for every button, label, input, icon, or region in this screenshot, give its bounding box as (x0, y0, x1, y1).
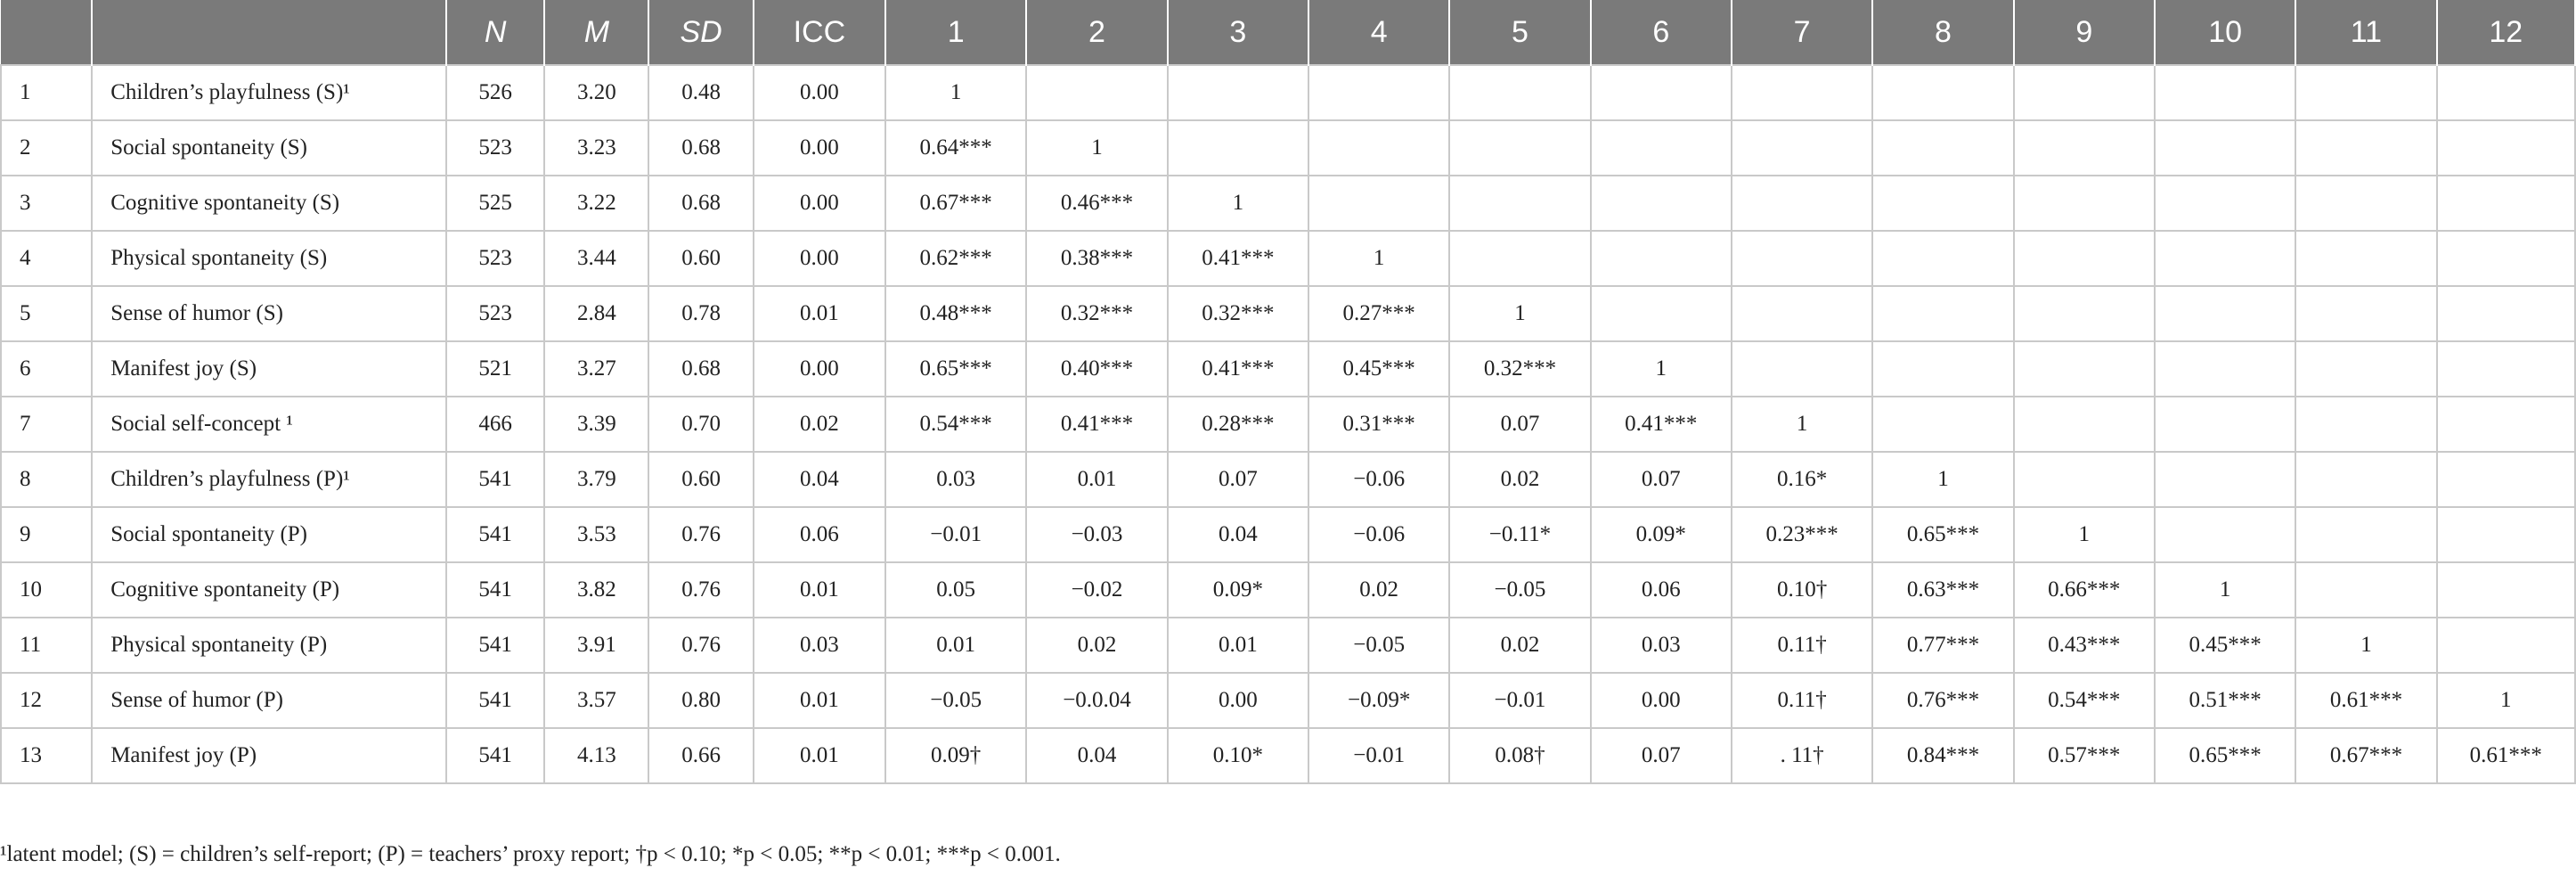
value-cell: 0.62*** (885, 231, 1026, 286)
column-header: 5 (1449, 0, 1590, 65)
value-cell (2437, 618, 2575, 673)
value-cell: 0.03 (1591, 618, 1732, 673)
value-cell (2155, 176, 2295, 231)
value-cell: 0.07 (1591, 728, 1732, 783)
value-cell: 1 (1308, 231, 1449, 286)
value-cell: 0.32*** (1168, 286, 1308, 341)
value-cell (2155, 397, 2295, 452)
value-cell: 523 (446, 286, 544, 341)
value-cell: 541 (446, 507, 544, 562)
value-cell (1872, 120, 2013, 176)
value-cell (2014, 341, 2155, 397)
value-cell: 0.70 (648, 397, 753, 452)
value-cell: 0.76 (648, 562, 753, 618)
value-cell: −0.11* (1449, 507, 1590, 562)
value-cell: 0.41*** (1591, 397, 1732, 452)
value-cell (2437, 562, 2575, 618)
column-header: 1 (885, 0, 1026, 65)
value-cell: 0.02 (754, 397, 885, 452)
value-cell: 521 (446, 341, 544, 397)
value-cell: 1 (1168, 176, 1308, 231)
value-cell: −0.01 (1449, 673, 1590, 728)
column-header: 4 (1308, 0, 1449, 65)
value-cell: 3.91 (544, 618, 648, 673)
value-cell: 1 (2014, 507, 2155, 562)
value-cell: 0.48 (648, 65, 753, 120)
value-cell (1732, 286, 1872, 341)
value-cell: 0.65*** (2155, 728, 2295, 783)
value-cell: 541 (446, 673, 544, 728)
value-cell: 0.32*** (1026, 286, 1167, 341)
value-cell: 0.60 (648, 452, 753, 507)
value-cell: 0.23*** (1732, 507, 1872, 562)
value-cell: 0.00 (1168, 673, 1308, 728)
variable-name-cell: Children’s playfulness (P)¹ (92, 452, 446, 507)
value-cell (2155, 231, 2295, 286)
value-cell (2295, 286, 2436, 341)
column-header: 8 (1872, 0, 2013, 65)
column-header: 9 (2014, 0, 2155, 65)
variable-name-cell: Social spontaneity (S) (92, 120, 446, 176)
column-header: 7 (1732, 0, 1872, 65)
value-cell: 0.06 (1591, 562, 1732, 618)
table-header-row (1, 0, 2575, 65)
value-cell: 0.77*** (1872, 618, 2013, 673)
value-cell (2295, 507, 2436, 562)
variable-name-cell: Sense of humor (P) (92, 673, 446, 728)
value-cell (2295, 176, 2436, 231)
value-cell (2155, 286, 2295, 341)
value-cell: 525 (446, 176, 544, 231)
value-cell: 0.61*** (2295, 673, 2436, 728)
value-cell: 0.07 (1591, 452, 1732, 507)
value-cell: −0.09* (1308, 673, 1449, 728)
value-cell (2295, 397, 2436, 452)
row-index-cell: 5 (1, 286, 92, 341)
table-footnote: ¹latent model; (S) = children’s self-report; (P) = teachers’ proxy report; †p < 0.10; *p < 0.05; **p < 0.01; ***p < 0.001. (0, 842, 1061, 866)
value-cell: 0.64*** (885, 120, 1026, 176)
value-cell (1591, 231, 1732, 286)
value-cell: 0.66 (648, 728, 753, 783)
value-cell (2014, 176, 2155, 231)
value-cell: 0.76 (648, 618, 753, 673)
value-cell: 541 (446, 562, 544, 618)
value-cell (1449, 65, 1590, 120)
table-row (1, 397, 2575, 452)
column-header: 10 (2155, 0, 2295, 65)
value-cell: 1 (2437, 673, 2575, 728)
value-cell: 0.00 (754, 65, 885, 120)
value-cell: 0.01 (754, 286, 885, 341)
value-cell: 0.02 (1308, 562, 1449, 618)
variable-name-cell: Social spontaneity (P) (92, 507, 446, 562)
value-cell (1591, 286, 1732, 341)
value-cell (2295, 231, 2436, 286)
value-cell: 0.08† (1449, 728, 1590, 783)
value-cell: 0.80 (648, 673, 753, 728)
value-cell (2437, 507, 2575, 562)
variable-name-cell: Manifest joy (P) (92, 728, 446, 783)
value-cell: 0.16* (1732, 452, 1872, 507)
variable-name-cell: Children’s playfulness (S)¹ (92, 65, 446, 120)
row-index-cell: 10 (1, 562, 92, 618)
column-header: 12 (2437, 0, 2575, 65)
value-cell: 526 (446, 65, 544, 120)
value-cell (1449, 120, 1590, 176)
value-cell: 3.53 (544, 507, 648, 562)
value-cell (1872, 286, 2013, 341)
value-cell: 0.00 (754, 231, 885, 286)
value-cell: 0.28*** (1168, 397, 1308, 452)
column-header (1, 0, 92, 65)
table-row (1, 673, 2575, 728)
value-cell (2014, 452, 2155, 507)
value-cell: 0.76 (648, 507, 753, 562)
table-row (1, 231, 2575, 286)
table-row (1, 120, 2575, 176)
table-row (1, 618, 2575, 673)
value-cell (1732, 231, 1872, 286)
value-cell: 3.44 (544, 231, 648, 286)
value-cell (2437, 231, 2575, 286)
value-cell: 0.01 (885, 618, 1026, 673)
value-cell: 0.11† (1732, 673, 1872, 728)
variable-name-cell: Cognitive spontaneity (S) (92, 176, 446, 231)
value-cell: 0.00 (754, 341, 885, 397)
value-cell (2155, 120, 2295, 176)
value-cell: 541 (446, 728, 544, 783)
value-cell (2295, 452, 2436, 507)
value-cell: 0.61*** (2437, 728, 2575, 783)
value-cell: 0.02 (1449, 618, 1590, 673)
value-cell: 0.05 (885, 562, 1026, 618)
value-cell (2295, 120, 2436, 176)
value-cell: 0.66*** (2014, 562, 2155, 618)
value-cell: −0.01 (885, 507, 1026, 562)
value-cell: 0.84*** (1872, 728, 2013, 783)
value-cell: −0.03 (1026, 507, 1167, 562)
value-cell: 0.09* (1168, 562, 1308, 618)
value-cell (2014, 120, 2155, 176)
value-cell (1026, 65, 1167, 120)
value-cell: 0.67*** (2295, 728, 2436, 783)
row-index-cell: 8 (1, 452, 92, 507)
value-cell: 0.68 (648, 120, 753, 176)
value-cell: 0.09† (885, 728, 1026, 783)
table-row (1, 176, 2575, 231)
value-cell: 2.84 (544, 286, 648, 341)
value-cell (1168, 120, 1308, 176)
value-cell: 0.54*** (2014, 673, 2155, 728)
value-cell: −0.0.04 (1026, 673, 1167, 728)
row-index-cell: 7 (1, 397, 92, 452)
value-cell (1732, 341, 1872, 397)
value-cell: 541 (446, 618, 544, 673)
value-cell: 3.20 (544, 65, 648, 120)
value-cell: 0.40*** (1026, 341, 1167, 397)
row-index-cell: 4 (1, 231, 92, 286)
value-cell (2155, 341, 2295, 397)
value-cell: 0.01 (754, 728, 885, 783)
value-cell: −0.02 (1026, 562, 1167, 618)
variable-name-cell: Manifest joy (S) (92, 341, 446, 397)
value-cell: −0.05 (885, 673, 1026, 728)
value-cell: 0.10* (1168, 728, 1308, 783)
value-cell: 0.01 (1168, 618, 1308, 673)
value-cell: −0.05 (1308, 618, 1449, 673)
row-index-cell: 11 (1, 618, 92, 673)
value-cell: 3.22 (544, 176, 648, 231)
value-cell (2014, 286, 2155, 341)
row-index-cell: 13 (1, 728, 92, 783)
value-cell: 3.57 (544, 673, 648, 728)
value-cell: 0.06 (754, 507, 885, 562)
value-cell: 4.13 (544, 728, 648, 783)
column-header: N (446, 0, 544, 65)
value-cell: 0.00 (754, 120, 885, 176)
value-cell: 3.23 (544, 120, 648, 176)
value-cell (2437, 452, 2575, 507)
value-cell: 0.04 (1168, 507, 1308, 562)
value-cell: 0.63*** (1872, 562, 2013, 618)
row-index-cell: 6 (1, 341, 92, 397)
value-cell (1732, 176, 1872, 231)
table-row (1, 562, 2575, 618)
value-cell: 0.04 (754, 452, 885, 507)
value-cell (1732, 120, 1872, 176)
value-cell: 1 (2295, 618, 2436, 673)
value-cell: 0.78 (648, 286, 753, 341)
value-cell: 0.07 (1168, 452, 1308, 507)
value-cell: 0.43*** (2014, 618, 2155, 673)
value-cell: 0.68 (648, 176, 753, 231)
value-cell (1449, 176, 1590, 231)
value-cell (2437, 286, 2575, 341)
row-index-cell: 12 (1, 673, 92, 728)
value-cell (1308, 176, 1449, 231)
value-cell (2437, 341, 2575, 397)
value-cell: 0.41*** (1168, 341, 1308, 397)
value-cell (2437, 65, 2575, 120)
value-cell (2155, 452, 2295, 507)
table-row (1, 728, 2575, 783)
value-cell (1591, 65, 1732, 120)
value-cell: 1 (1591, 341, 1732, 397)
value-cell: 0.45*** (2155, 618, 2295, 673)
value-cell: −0.06 (1308, 507, 1449, 562)
value-cell (2437, 120, 2575, 176)
column-header: ICC (754, 0, 885, 65)
variable-name-cell: Cognitive spontaneity (P) (92, 562, 446, 618)
value-cell (2437, 397, 2575, 452)
table-body (1, 65, 2575, 783)
value-cell (2437, 176, 2575, 231)
table-row (1, 452, 2575, 507)
row-index-cell: 1 (1, 65, 92, 120)
variable-name-cell: Social self-concept ¹ (92, 397, 446, 452)
value-cell: 523 (446, 120, 544, 176)
value-cell: 1 (1872, 452, 2013, 507)
column-header: SD (648, 0, 753, 65)
variable-name-cell: Physical spontaneity (P) (92, 618, 446, 673)
value-cell: 0.02 (1449, 452, 1590, 507)
value-cell: 1 (1026, 120, 1167, 176)
column-header: M (544, 0, 648, 65)
value-cell: 0.76*** (1872, 673, 2013, 728)
value-cell: 3.27 (544, 341, 648, 397)
value-cell: 0.04 (1026, 728, 1167, 783)
table-row (1, 341, 2575, 397)
value-cell (1308, 120, 1449, 176)
value-cell: 0.46*** (1026, 176, 1167, 231)
value-cell: 0.48*** (885, 286, 1026, 341)
value-cell: 0.68 (648, 341, 753, 397)
value-cell (2295, 341, 2436, 397)
value-cell (2295, 562, 2436, 618)
value-cell (2155, 65, 2295, 120)
value-cell (1872, 176, 2013, 231)
value-cell: 3.39 (544, 397, 648, 452)
value-cell: 0.03 (754, 618, 885, 673)
value-cell (1872, 231, 2013, 286)
variable-name-cell: Physical spontaneity (S) (92, 231, 446, 286)
value-cell: 0.02 (1026, 618, 1167, 673)
value-cell: 0.32*** (1449, 341, 1590, 397)
value-cell: 0.11† (1732, 618, 1872, 673)
value-cell: 0.09* (1591, 507, 1732, 562)
value-cell (2155, 507, 2295, 562)
value-cell: 0.45*** (1308, 341, 1449, 397)
value-cell: 1 (1732, 397, 1872, 452)
value-cell: 0.41*** (1168, 231, 1308, 286)
value-cell: 1 (885, 65, 1026, 120)
value-cell: 0.65*** (885, 341, 1026, 397)
value-cell (2014, 231, 2155, 286)
value-cell (1591, 120, 1732, 176)
value-cell: −0.01 (1308, 728, 1449, 783)
value-cell: 0.57*** (2014, 728, 2155, 783)
value-cell (1872, 341, 2013, 397)
value-cell: 0.54*** (885, 397, 1026, 452)
row-index-cell: 2 (1, 120, 92, 176)
value-cell: . 11† (1732, 728, 1872, 783)
value-cell (1168, 65, 1308, 120)
row-index-cell: 3 (1, 176, 92, 231)
table-row (1, 65, 2575, 120)
value-cell: 0.01 (754, 562, 885, 618)
value-cell (1872, 65, 2013, 120)
value-cell: 0.65*** (1872, 507, 2013, 562)
value-cell: 3.82 (544, 562, 648, 618)
value-cell (2014, 65, 2155, 120)
value-cell (1308, 65, 1449, 120)
table-row (1, 286, 2575, 341)
row-index-cell: 9 (1, 507, 92, 562)
column-header: 11 (2295, 0, 2436, 65)
value-cell (1872, 397, 2013, 452)
value-cell: 0.01 (1026, 452, 1167, 507)
value-cell: 0.38*** (1026, 231, 1167, 286)
value-cell: 466 (446, 397, 544, 452)
value-cell: 0.03 (885, 452, 1026, 507)
value-cell: 0.67*** (885, 176, 1026, 231)
column-header: 2 (1026, 0, 1167, 65)
value-cell: 0.10† (1732, 562, 1872, 618)
value-cell: 0.01 (754, 673, 885, 728)
value-cell (2014, 397, 2155, 452)
value-cell: 0.31*** (1308, 397, 1449, 452)
value-cell: 0.60 (648, 231, 753, 286)
table-row (1, 507, 2575, 562)
value-cell: 1 (1449, 286, 1590, 341)
value-cell: 0.07 (1449, 397, 1590, 452)
value-cell (1591, 176, 1732, 231)
value-cell (1732, 65, 1872, 120)
value-cell: 0.51*** (2155, 673, 2295, 728)
value-cell: 0.00 (754, 176, 885, 231)
column-header: 6 (1591, 0, 1732, 65)
value-cell: 0.27*** (1308, 286, 1449, 341)
value-cell: 0.00 (1591, 673, 1732, 728)
value-cell (2295, 65, 2436, 120)
column-header: 3 (1168, 0, 1308, 65)
value-cell: 3.79 (544, 452, 648, 507)
value-cell: 0.41*** (1026, 397, 1167, 452)
value-cell: −0.05 (1449, 562, 1590, 618)
variable-name-cell: Sense of humor (S) (92, 286, 446, 341)
value-cell: 523 (446, 231, 544, 286)
value-cell: 541 (446, 452, 544, 507)
column-header (92, 0, 446, 65)
value-cell: 1 (2155, 562, 2295, 618)
value-cell (1449, 231, 1590, 286)
value-cell: −0.06 (1308, 452, 1449, 507)
